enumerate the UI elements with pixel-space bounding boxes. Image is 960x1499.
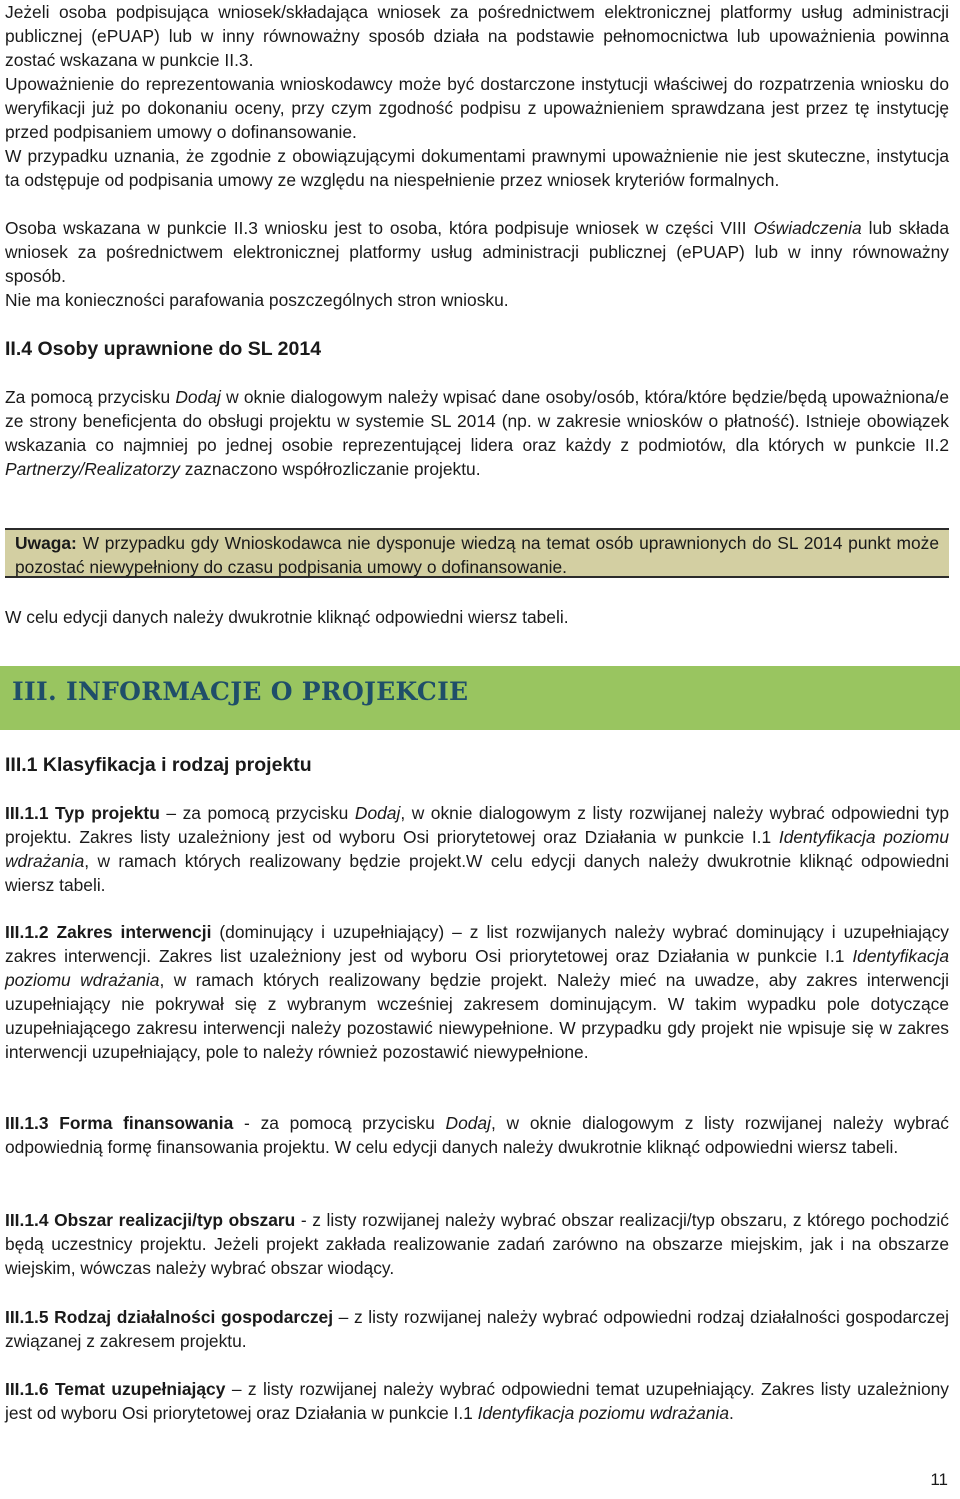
item-iii-1-6	[5, 1377, 949, 1425]
note-label: Uwaga:	[15, 533, 77, 553]
section-title: III. INFORMACJE O PROJEKCIE	[12, 677, 469, 706]
item-number: III.1.4	[5, 1210, 49, 1230]
item-label: Forma finansowania	[48, 1113, 234, 1133]
item-label: Rodzaj działalności gospodarczej	[48, 1307, 334, 1327]
item-label: Obszar realizacji/typ obszaru	[48, 1210, 296, 1230]
ii4-paragraph	[5, 385, 949, 481]
ii4-emphasis-dodaj: Dodaj	[175, 387, 221, 407]
item-text: , w oknie dialogowym z listy rozwijanej należy wybrać odpowiedni typ projektu. Zakres listy uzależniony jest od wyboru Osi priorytetowej oraz Działania w punkcie I.1	[5, 803, 949, 847]
item-number: III.1.3	[5, 1113, 49, 1133]
intro-text-4a: Osoba wskazana w punkcie II.3 wniosku jest to osoba, która podpisuje wniosek w części VIII	[5, 218, 754, 238]
item-iii-1-5	[5, 1305, 949, 1353]
edit-hint: W celu edycji danych należy dwukrotnie kliknąć odpowiedni wiersz tabeli.	[5, 607, 569, 627]
note-box	[5, 528, 949, 578]
ii4-text-c: zaznaczono współrozliczanie projektu.	[179, 459, 481, 479]
item-iii-1-4	[5, 1208, 949, 1280]
intro-paragraph-1	[5, 0, 949, 72]
section-banner	[0, 666, 960, 730]
item-number: III.1.1	[5, 803, 49, 823]
item-text: – z listy rozwijanej należy wybrać odpowiedni temat uzupełniający. Zakres listy uzależniony jest od wyboru Osi priorytetowej oraz Działania w punkcie I.1	[5, 1379, 949, 1423]
intro-paragraph-3	[5, 144, 949, 192]
item-text: , w oknie dialogowym z listy rozwijanej należy wybrać odpowiednią formę finansowania projektu. W celu edycji danych należy dwukrotnie kliknąć odpowiedni wiersz tabeli.	[5, 1113, 949, 1157]
item-emphasis: Identyfikacja poziomu wdrażania	[477, 1403, 729, 1423]
item-iii-1-3	[5, 1111, 949, 1159]
page-number: 11	[930, 1470, 948, 1489]
item-label: Temat uzupełniający	[48, 1379, 226, 1399]
intro-text-3: W przypadku uznania, że zgodnie z obowiązującymi dokumentami prawnymi upoważnienie nie jest skuteczne, instytucja ta odstępuje od podpisania umowy ze względu na niespełnienie przez wniosek kryteriów formalnych.	[5, 146, 949, 190]
item-text: .	[729, 1403, 734, 1423]
item-emphasis: Dodaj	[354, 803, 401, 823]
item-emphasis: Identyfikacja poziomu wdrażania	[5, 946, 949, 990]
note-paragraph	[5, 530, 949, 579]
intro-text-5: Nie ma konieczności parafowania poszczególnych stron wniosku.	[5, 290, 509, 310]
item-text: – z listy rozwijanej należy wybrać odpowiedni rodzaj działalności gospodarczej związanej z zakresem projektu.	[5, 1307, 949, 1351]
intro-text-2: Upoważnienie do reprezentowania wnioskodawcy może być dostarczone instytucji właściwej do rozpatrzenia wniosku do weryfikacji już po dokonaniu oceny, przy czym zgodność podpisu z upoważnieniem sprawdzana jest przez tę instytucję przed podpisaniem umowy o dofinansowanie.	[5, 74, 949, 142]
ii4-text-b: w oknie dialogowym należy wpisać dane osoby/osób, która/które będzie/będą upoważniona/e ze strony beneficjenta do obsługi projektu w systemie SL 2014 (np. w zakresie wniosków o płatność). Istnieje obowiązek wskazania co najmniej po jednej osobie reprezentującej lidera oraz każdy z podmiotów, dla których w punkcie II.2	[5, 387, 950, 455]
item-text: , w ramach których realizowany będzie projekt. Należy mieć na uwadze, aby zakres interwencji uzupełniający nie pokrywał się z wybranym wcześniej zakresem dominującym. W takim wypadku pole dotyczące uzupełniającego zakresu interwencji należy pozostawić niewypełnione. W przypadku gdy projekt nie wpisuje się w zakres interwencji uzupełniający, pole to należy również pozostawić niewypełnione.	[5, 970, 949, 1062]
item-text: – za pomocą przycisku	[159, 803, 355, 823]
ii4-emphasis-partnerzy: Partnerzy/Realizatorzy	[5, 459, 180, 479]
intro-emphasis: Oświadczenia	[753, 218, 862, 238]
ii4-text-a: Za pomocą przycisku	[5, 387, 176, 407]
intro-paragraph-4	[5, 216, 949, 288]
intro-text-4b: lub składa wniosek za pośrednictwem elektronicznej platformy usług administracji publicznej (ePUAP) lub w inny równoważny sposób.	[5, 218, 950, 286]
item-text: - z listy rozwijanej należy wybrać obszar realizacji/typ obszaru, z którego pochodzić będą uczestnicy projektu. Jeżeli projekt zakłada realizowanie zadań zarówno na obszarze miejskim, jak i na obszarze wiejskim, wówczas należy wybrać obszar wiodący.	[5, 1210, 949, 1278]
item-label: Zakres interwencji	[48, 922, 212, 942]
intro-paragraph-5	[5, 288, 949, 312]
item-emphasis: Dodaj	[445, 1113, 491, 1133]
item-text: (dominujący i uzupełniający) – z list rozwijanych należy wybrać dominujący i uzupełniający zakres interwencji. Zakres list uzależniony jest od wyboru Osi priorytetowej oraz Działania w punkcie I.1	[5, 922, 949, 966]
intro-text-1: Jeżeli osoba podpisująca wniosek/składająca wniosek za pośrednictwem elektronicznej platformy usług administracji publicznej (ePUAP) lub w inny równoważny sposób działa na podstawie pełnomocnictwa lub upoważnienia powinna zostać wskazana w punkcie II.3.	[5, 2, 949, 70]
subsection-heading-iii1: III.1 Klasyfikacja i rodzaj projektu	[5, 754, 312, 776]
item-iii-1-2	[5, 920, 949, 1064]
item-iii-1-1	[5, 801, 949, 897]
section-heading-ii4: II.4 Osoby uprawnione do SL 2014	[5, 338, 322, 360]
intro-paragraph-2	[5, 72, 949, 144]
item-label: Typ projektu	[48, 803, 160, 823]
item-text: , w ramach których realizowany będzie projekt.W celu edycji danych należy dwukrotnie kliknąć odpowiedni wiersz tabeli.	[5, 851, 949, 895]
item-number: III.1.2	[5, 922, 49, 942]
note-text: W przypadku gdy Wnioskodawca nie dysponuje wiedzą na temat osób uprawnionych do SL 2014 punkt może pozostać niewypełniony do czasu podpisania umowy o dofinansowanie.	[15, 533, 939, 577]
item-text: - za pomocą przycisku	[233, 1113, 446, 1133]
item-number: III.1.5	[5, 1307, 49, 1327]
item-number: III.1.6	[5, 1379, 49, 1399]
item-emphasis: Identyfikacja poziomu wdrażania	[5, 827, 949, 871]
